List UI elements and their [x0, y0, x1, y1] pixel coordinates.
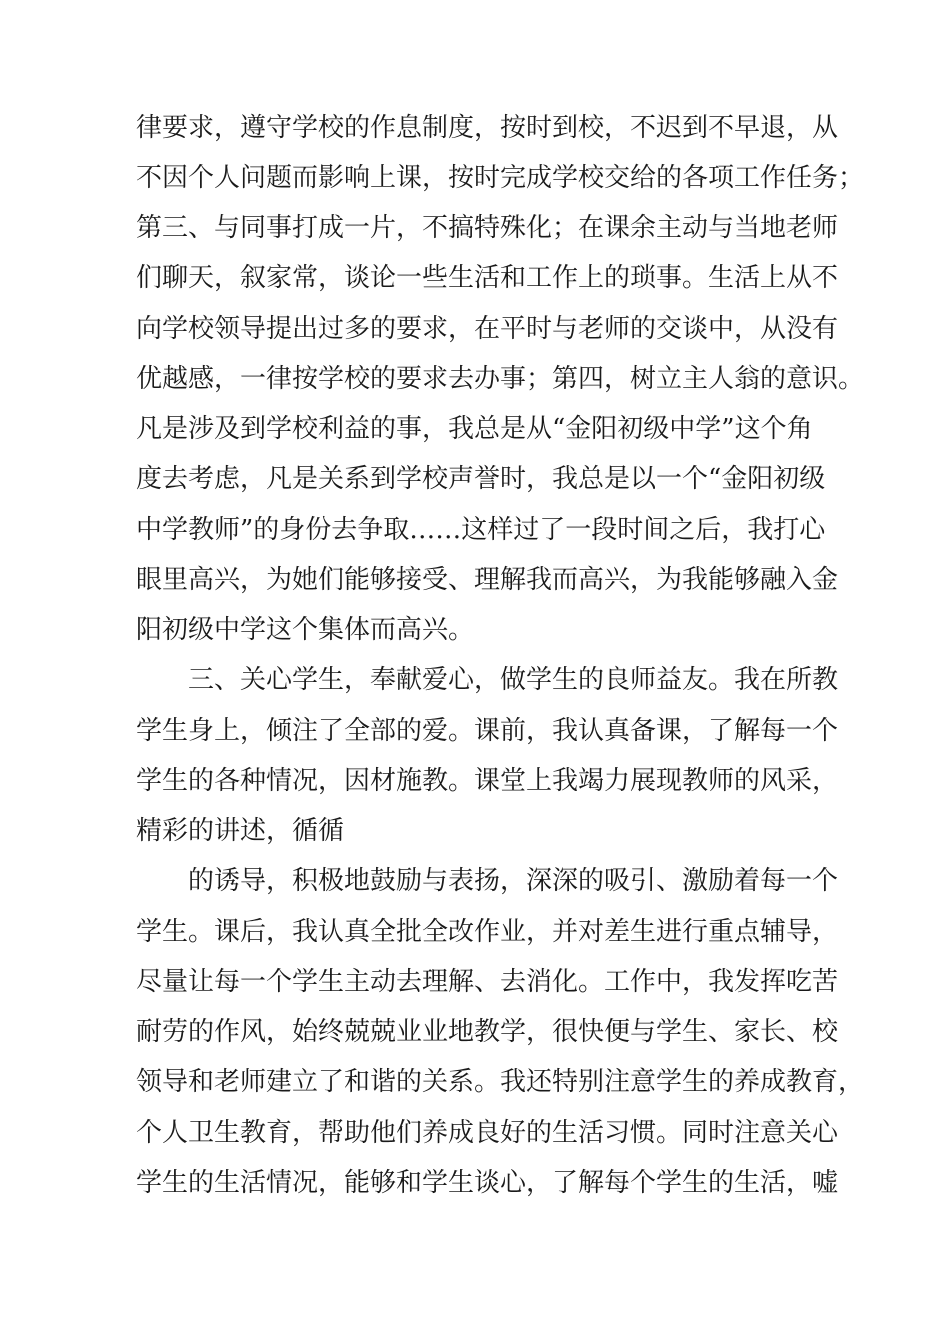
text-line: 耐劳的作风，始终兢兢业业地教学，很快便与学生、家长、校 [136, 1017, 839, 1047]
text-line: 律要求，遵守学校的作息制度，按时到校，不迟到不早退，从 [136, 113, 839, 143]
text-line: 学生。课后，我认真全批全改作业，并对差生进行重点辅导， [136, 917, 839, 947]
text-line: 凡是涉及到学校利益的事，我总是从“金阳初级中学”这个角 [136, 414, 813, 444]
text-line: 学生的生活情况，能够和学生谈心，了解每个学生的生活，嘘 [136, 1168, 839, 1198]
text-line: 尽量让每一个学生主动去理解、去消化。工作中，我发挥吃苦 [136, 967, 839, 997]
text-line: 个人卫生教育，帮助他们养成良好的生活习惯。同时注意关心 [136, 1118, 839, 1148]
text-line: 学生身上，倾注了全部的爱。课前，我认真备课，了解每一个 [136, 716, 839, 746]
text-line: 们聊天，叙家常，谈论一些生活和工作上的琐事。生活上从不 [136, 263, 839, 293]
text-line: 阳初级中学这个集体而高兴。 [136, 615, 475, 645]
text-line: 中学教师”的身份去争取……这样过了一段时间之后，我打心 [136, 515, 826, 545]
text-line: 眼里高兴，为她们能够接受、理解我而高兴，为我能够融入金 [136, 565, 839, 595]
text-line: 第三、与同事打成一片，不搞特殊化；在课余主动与当地老师 [136, 213, 839, 243]
text-line: 向学校领导提出过多的要求，在平时与老师的交谈中，从没有 [136, 314, 839, 344]
text-line: 优越感，一律按学校的要求去办事；第四，树立主人翁的意识。 [136, 364, 865, 394]
text-line: 度去考虑，凡是关系到学校声誉时，我总是以一个“金阳初级 [136, 464, 826, 494]
text-line: 领导和老师建立了和谐的关系。我还特别注意学生的养成教育， [136, 1067, 865, 1097]
paragraph-first-line: 的诱导，积极地鼓励与表扬，深深的吸引、激励着每一个 [188, 866, 839, 896]
text-line: 精彩的讲述，循循 [136, 816, 345, 846]
text-line: 不因个人问题而影响上课，按时完成学校交给的各项工作任务； [136, 163, 865, 193]
text-line: 学生的各种情况，因材施教。课堂上我竭力展现教师的风采， [136, 766, 839, 796]
paragraph-first-line: 三、关心学生，奉献爱心，做学生的良师益友。我在所教 [188, 665, 839, 695]
